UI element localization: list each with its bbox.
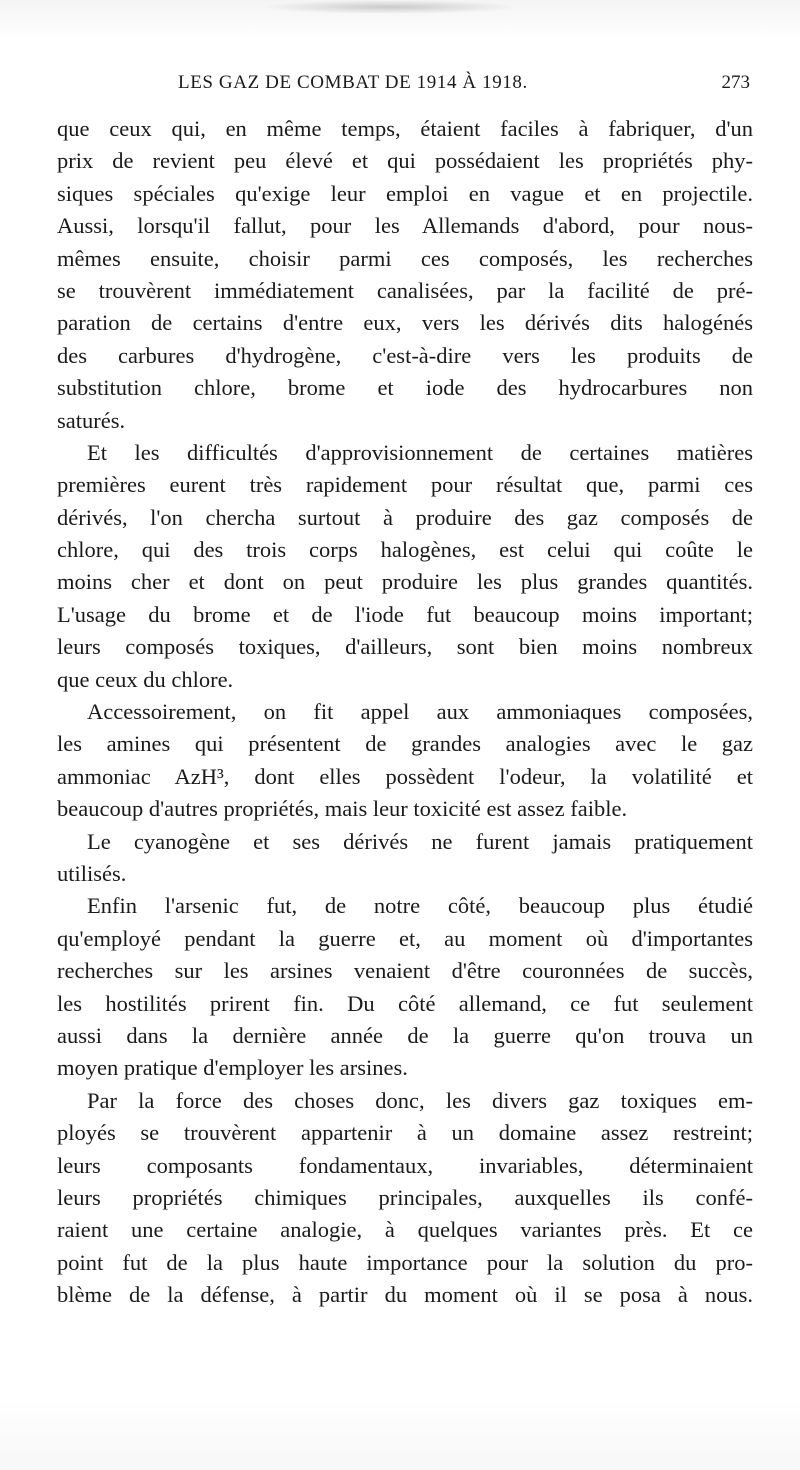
- text-line: mêmes ensuite, choisir parmi ces composés, les recherches: [57, 245, 753, 271]
- text-line: leurs composés toxiques, d'ailleurs, sont bien moins nombreux: [57, 634, 753, 660]
- text-line: substitution chlore, brome et iode des hydrocarbures non: [57, 375, 753, 401]
- text-line: blème de la défense, à partir du moment où il se posa à nous.: [57, 1282, 753, 1308]
- body-text: [57, 113, 753, 1311]
- scan-smudge: [260, 0, 520, 14]
- text-line: recherches sur les arsines venaient d'être couronnées de succès,: [57, 958, 753, 984]
- text-line: se trouvèrent immédiatement canalisées, par la facilité de pré-: [57, 277, 753, 303]
- text-line: que ceux qui, en même temps, étaient faciles à fabriquer, d'un: [57, 116, 753, 141]
- text-line: prix de revient peu élevé et qui possédaient les propriétés phy-: [57, 148, 753, 174]
- text-line: Le cyanogène et ses dérivés ne furent jamais pratiquement: [87, 828, 753, 854]
- text-line: dérivés, l'on chercha surtout à produire des gaz composés de: [57, 504, 753, 530]
- text-line: chlore, qui des trois corps halogènes, est celui qui coûte le: [57, 537, 753, 563]
- text-line: siques spéciales qu'exige leur emploi en vague et en projectile.: [57, 180, 753, 206]
- text-line: ployés se trouvèrent appartenir à un domaine assez restreint;: [57, 1120, 753, 1146]
- text-line: leurs composants fondamentaux, invariables, déterminaient: [57, 1152, 753, 1178]
- text-line: Accessoirement, on fit appel aux ammoniaques composées,: [87, 699, 753, 725]
- text-line: les hostilités prirent fin. Du côté allemand, ce fut seulement: [57, 990, 753, 1016]
- text-line: des carbures d'hydrogène, c'est-à-dire vers les produits de: [57, 342, 753, 368]
- text-line: Par la force des choses donc, les divers gaz toxiques em-: [87, 1087, 753, 1113]
- text-line: que ceux du chlore.: [57, 666, 234, 692]
- text-line: L'usage du brome et de l'iode fut beaucoup moins important;: [57, 601, 753, 627]
- text-line: utilisés.: [57, 860, 127, 886]
- text-line: premières eurent très rapidement pour résultat que, parmi ces: [57, 472, 753, 498]
- text-line: moins cher et dont on peut produire les plus grandes quantités.: [57, 569, 753, 595]
- text-line: Et les difficultés d'approvisionnement de certaines matières: [87, 439, 753, 465]
- text-line: aussi dans la dernière année de la guerre qu'on trouva un: [57, 1022, 753, 1048]
- page-number: 273: [721, 72, 750, 93]
- text-line: moyen pratique d'employer les arsines.: [57, 1055, 408, 1081]
- text-line: Aussi, lorsqu'il fallut, pour les Allemands d'abord, pour nous-: [57, 213, 753, 239]
- text-line: ammoniac AzH³, dont elles possèdent l'odeur, la volatilité et: [57, 763, 753, 789]
- text-line: saturés.: [57, 407, 126, 433]
- text-line: raient une certaine analogie, à quelques variantes près. Et ce: [57, 1217, 753, 1243]
- text-line: beaucoup d'autres propriétés, mais leur toxicité est assez faible.: [57, 796, 628, 822]
- text-line: point fut de la plus haute importance pour la solution du pro-: [57, 1249, 753, 1275]
- text-line: qu'employé pendant la guerre et, au moment où d'importantes: [57, 925, 753, 951]
- page-header: [60, 72, 750, 102]
- text-line: Enfin l'arsenic fut, de notre côté, beaucoup plus étudié: [87, 893, 753, 919]
- text-line: les amines qui présentent de grandes analogies avec le gaz: [57, 731, 753, 757]
- text-line: paration de certains d'entre eux, vers les dérivés dits halogénés: [57, 310, 753, 336]
- running-title: LES GAZ DE COMBAT DE 1914 À 1918.: [178, 72, 528, 93]
- text-line: leurs propriétés chimiques principales, auxquelles ils confé-: [57, 1184, 753, 1210]
